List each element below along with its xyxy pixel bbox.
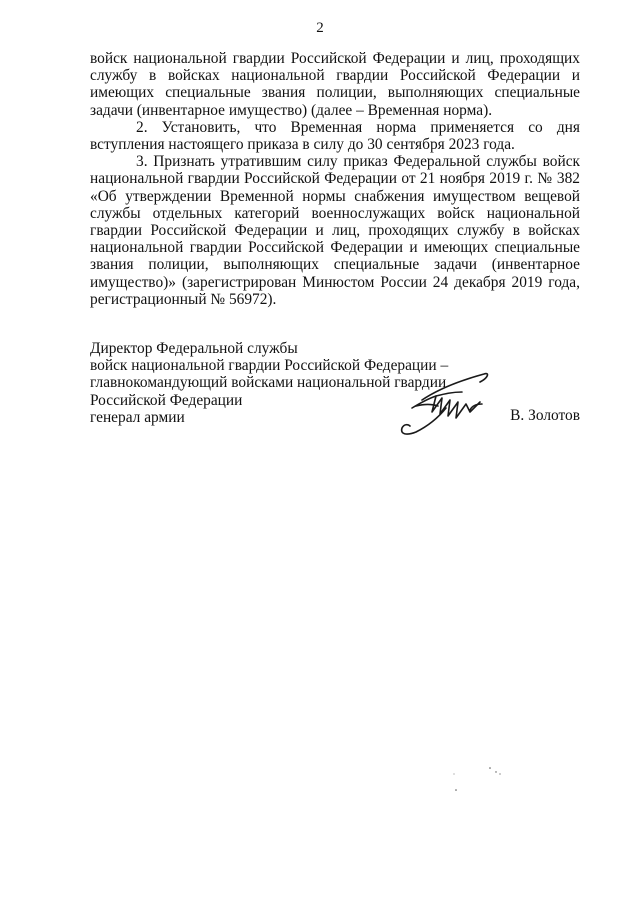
paragraph-3: 3. Признать утратившим силу приказ Федеральной службы войск национальной гвардии Российской Федерации от 21 ноября 2019 г. № 382 «Об утверждении Временной нормы снабжения имуществом вещевой службы отдельных категорий военнослужащих войск национальной гвардии Российской Федерации и лиц, проходящих службу в войсках национальной гвардии Российской Федерации и имеющих специальные звания полиции, выполняющих специальные задачи (инвентарное имущество)» (зарегистрирован Минюстом России 24 декабря 2019 года, регистрационный № 56972). bbox=[90, 153, 580, 308]
signer-title-line-3: главнокомандующий войсками национальной гвардии bbox=[90, 374, 447, 392]
paragraph-2: 2. Установить, что Временная норма применяется со дня вступления настоящего приказа в силу до 30 сентября 2023 года. bbox=[90, 118, 580, 154]
signer-name: В. Золотов bbox=[510, 407, 580, 424]
signer-title-line-1: Директор Федеральной службы bbox=[90, 340, 298, 357]
document-body bbox=[90, 50, 580, 308]
signer-rank: генерал армии bbox=[90, 408, 185, 426]
scan-specks bbox=[440, 760, 520, 800]
signature-block bbox=[90, 340, 580, 426]
paragraph-1: войск национальной гвардии Российской Федерации и лиц, проходящих службу в войсках национальной гвардии Российской Федерации и имеющих специальные звания полиции, выполняющих специальные задачи (инвентарное имущество) (далее – Временная норма). bbox=[90, 50, 580, 119]
signer-title-line-4: Российской Федерации bbox=[90, 391, 243, 409]
page-number: 2 bbox=[316, 20, 324, 36]
handwritten-signature bbox=[392, 362, 502, 444]
signer-title-line-2: войск национальной гвардии Российской Федерации – bbox=[90, 357, 449, 375]
